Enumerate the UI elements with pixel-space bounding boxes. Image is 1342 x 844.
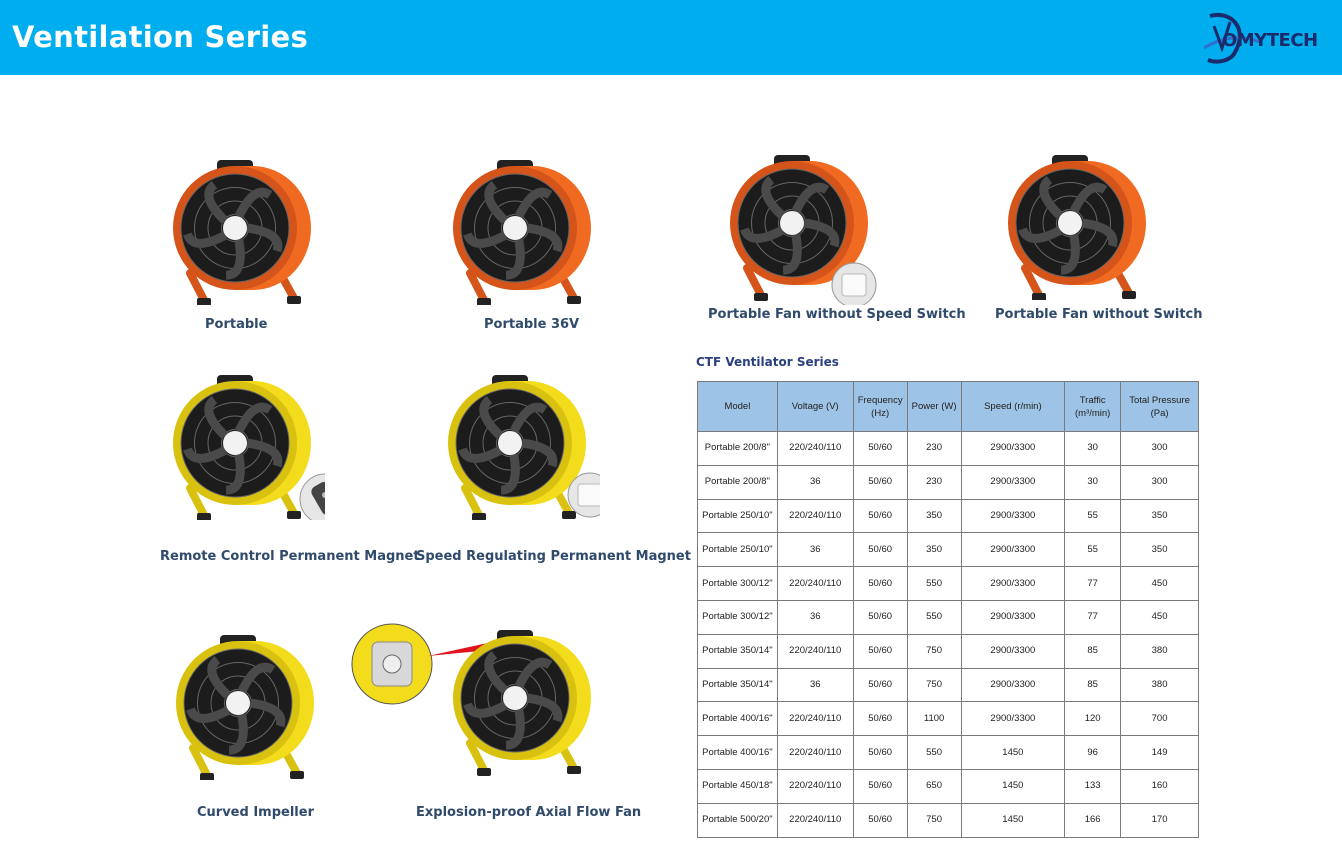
spec-table [697, 381, 1199, 838]
product-image-1 [165, 150, 320, 305]
caption-portable-fan-without-switch: Portable Fan without Switch [995, 307, 1203, 322]
table-cell: Portable 450/18" [698, 769, 778, 803]
table-row [698, 769, 1199, 803]
table-cell: Portable 350/14" [698, 668, 778, 702]
table-cell: 220/240/110 [777, 769, 853, 803]
table-cell: 550 [907, 736, 961, 770]
table-cell: 220/240/110 [777, 702, 853, 736]
table-cell: 1450 [961, 736, 1065, 770]
table-cell: 55 [1065, 533, 1121, 567]
table-header-row [698, 382, 1199, 432]
col-header: Model [698, 382, 778, 432]
table-cell: 30 [1065, 465, 1121, 499]
table-cell: 750 [907, 803, 961, 837]
table-cell: 77 [1065, 600, 1121, 634]
caption-portable: Portable [205, 317, 268, 332]
product-image-3 [722, 145, 877, 305]
table-cell: Portable 350/14" [698, 634, 778, 668]
table-cell: 650 [907, 769, 961, 803]
fan-icon [350, 620, 600, 780]
table-cell: 50/60 [853, 499, 907, 533]
table-cell: 2900/3300 [961, 499, 1065, 533]
product-image-8 [350, 620, 600, 780]
table-cell: 50/60 [853, 634, 907, 668]
table-cell: 300 [1121, 432, 1199, 466]
table-cell: 220/240/110 [777, 499, 853, 533]
table-cell: 36 [777, 533, 853, 567]
table-cell: Portable 300/12" [698, 600, 778, 634]
table-cell: 50/60 [853, 567, 907, 601]
table-row [698, 634, 1199, 668]
table-cell: 700 [1121, 702, 1199, 736]
table-row [698, 668, 1199, 702]
table-cell: Portable 250/10" [698, 499, 778, 533]
table-cell: 50/60 [853, 769, 907, 803]
product-image-7 [168, 625, 318, 780]
table-row [698, 803, 1199, 837]
col-header: Power (W) [907, 382, 961, 432]
fan-icon [1000, 145, 1150, 300]
table-cell: 220/240/110 [777, 634, 853, 668]
table-cell: 120 [1065, 702, 1121, 736]
table-cell: 750 [907, 634, 961, 668]
col-header: Voltage (V) [777, 382, 853, 432]
table-cell: 30 [1065, 432, 1121, 466]
table-row [698, 465, 1199, 499]
col-header: Speed (r/min) [961, 382, 1065, 432]
table-cell: 2900/3300 [961, 634, 1065, 668]
logo-wordmark: OMYTECH [1222, 30, 1318, 51]
table-cell: 220/240/110 [777, 736, 853, 770]
table-cell: 300 [1121, 465, 1199, 499]
table-cell: 149 [1121, 736, 1199, 770]
table-row [698, 567, 1199, 601]
table-cell: 230 [907, 465, 961, 499]
fan-icon [168, 625, 318, 780]
table-cell: 1450 [961, 769, 1065, 803]
table-cell: 450 [1121, 567, 1199, 601]
table-cell: 2900/3300 [961, 465, 1065, 499]
table-cell: 50/60 [853, 668, 907, 702]
table-cell: 50/60 [853, 600, 907, 634]
table-cell: 350 [907, 533, 961, 567]
page-title: Ventilation Series [12, 20, 309, 54]
caption-curved-impeller: Curved Impeller [197, 805, 314, 820]
table-cell: 350 [907, 499, 961, 533]
table-cell: Portable 250/10" [698, 533, 778, 567]
caption-portable-36v: Portable 36V [484, 317, 580, 332]
table-cell: Portable 300/12" [698, 567, 778, 601]
table-cell: 550 [907, 600, 961, 634]
table-cell: 36 [777, 465, 853, 499]
table-cell: 166 [1065, 803, 1121, 837]
table-cell: 350 [1121, 499, 1199, 533]
fan-icon [722, 145, 877, 305]
fan-icon [165, 150, 320, 305]
table-cell: 350 [1121, 533, 1199, 567]
table-cell: 170 [1121, 803, 1199, 837]
table-cell: 36 [777, 600, 853, 634]
product-image-2 [445, 150, 600, 305]
col-header: Total Pressure (Pa) [1121, 382, 1199, 432]
company-logo [1200, 8, 1330, 66]
caption-remote-control-permanent-magnet: Remote Control Permanent Magnet [160, 549, 420, 564]
table-cell: 230 [907, 432, 961, 466]
table-row [698, 736, 1199, 770]
table-cell: 50/60 [853, 702, 907, 736]
table-cell: Portable 400/16" [698, 736, 778, 770]
table-cell: 50/60 [853, 432, 907, 466]
table-row [698, 499, 1199, 533]
product-image-4 [1000, 145, 1150, 300]
table-cell: Portable 200/8" [698, 432, 778, 466]
table-cell: 133 [1065, 769, 1121, 803]
table-title: CTF Ventilator Series [696, 355, 839, 369]
table-cell: Portable 400/16" [698, 702, 778, 736]
table-cell: 2900/3300 [961, 668, 1065, 702]
table-cell: 77 [1065, 567, 1121, 601]
fan-icon [165, 365, 325, 520]
table-cell: 85 [1065, 634, 1121, 668]
table-cell: 160 [1121, 769, 1199, 803]
fan-icon [440, 365, 600, 520]
product-image-6 [440, 365, 600, 520]
table-cell: 380 [1121, 634, 1199, 668]
table-row [698, 533, 1199, 567]
table-cell: 50/60 [853, 533, 907, 567]
table-cell: 50/60 [853, 465, 907, 499]
table-cell: 2900/3300 [961, 600, 1065, 634]
table-cell: 750 [907, 668, 961, 702]
table-cell: 50/60 [853, 803, 907, 837]
table-cell: 50/60 [853, 736, 907, 770]
table-cell: 450 [1121, 600, 1199, 634]
table-cell: Portable 200/8" [698, 465, 778, 499]
product-image-5 [165, 365, 325, 520]
table-row [698, 432, 1199, 466]
table-cell: 220/240/110 [777, 432, 853, 466]
table-cell: 220/240/110 [777, 567, 853, 601]
col-header: Frequency (Hz) [853, 382, 907, 432]
table-cell: 96 [1065, 736, 1121, 770]
table-cell: 2900/3300 [961, 533, 1065, 567]
table-row [698, 702, 1199, 736]
caption-speed-regulating-permanent-magnet: Speed Regulating Permanent Magnet [416, 549, 691, 564]
table-cell: 220/240/110 [777, 803, 853, 837]
table-cell: 85 [1065, 668, 1121, 702]
header-banner [0, 0, 1342, 75]
col-header: Traffic (m³/min) [1065, 382, 1121, 432]
table-cell: 2900/3300 [961, 702, 1065, 736]
caption-portable-fan-without-speed-switch: Portable Fan without Speed Switch [708, 307, 966, 322]
table-cell: 1450 [961, 803, 1065, 837]
table-cell: 550 [907, 567, 961, 601]
table-row [698, 600, 1199, 634]
table-cell: 55 [1065, 499, 1121, 533]
caption-explosion-proof-axial-flow-fan: Explosion-proof Axial Flow Fan [416, 805, 642, 820]
table-cell: 36 [777, 668, 853, 702]
table-cell: 2900/3300 [961, 567, 1065, 601]
table-cell: Portable 500/20" [698, 803, 778, 837]
fan-icon [445, 150, 600, 305]
table-cell: 380 [1121, 668, 1199, 702]
table-cell: 1100 [907, 702, 961, 736]
table-cell: 2900/3300 [961, 432, 1065, 466]
